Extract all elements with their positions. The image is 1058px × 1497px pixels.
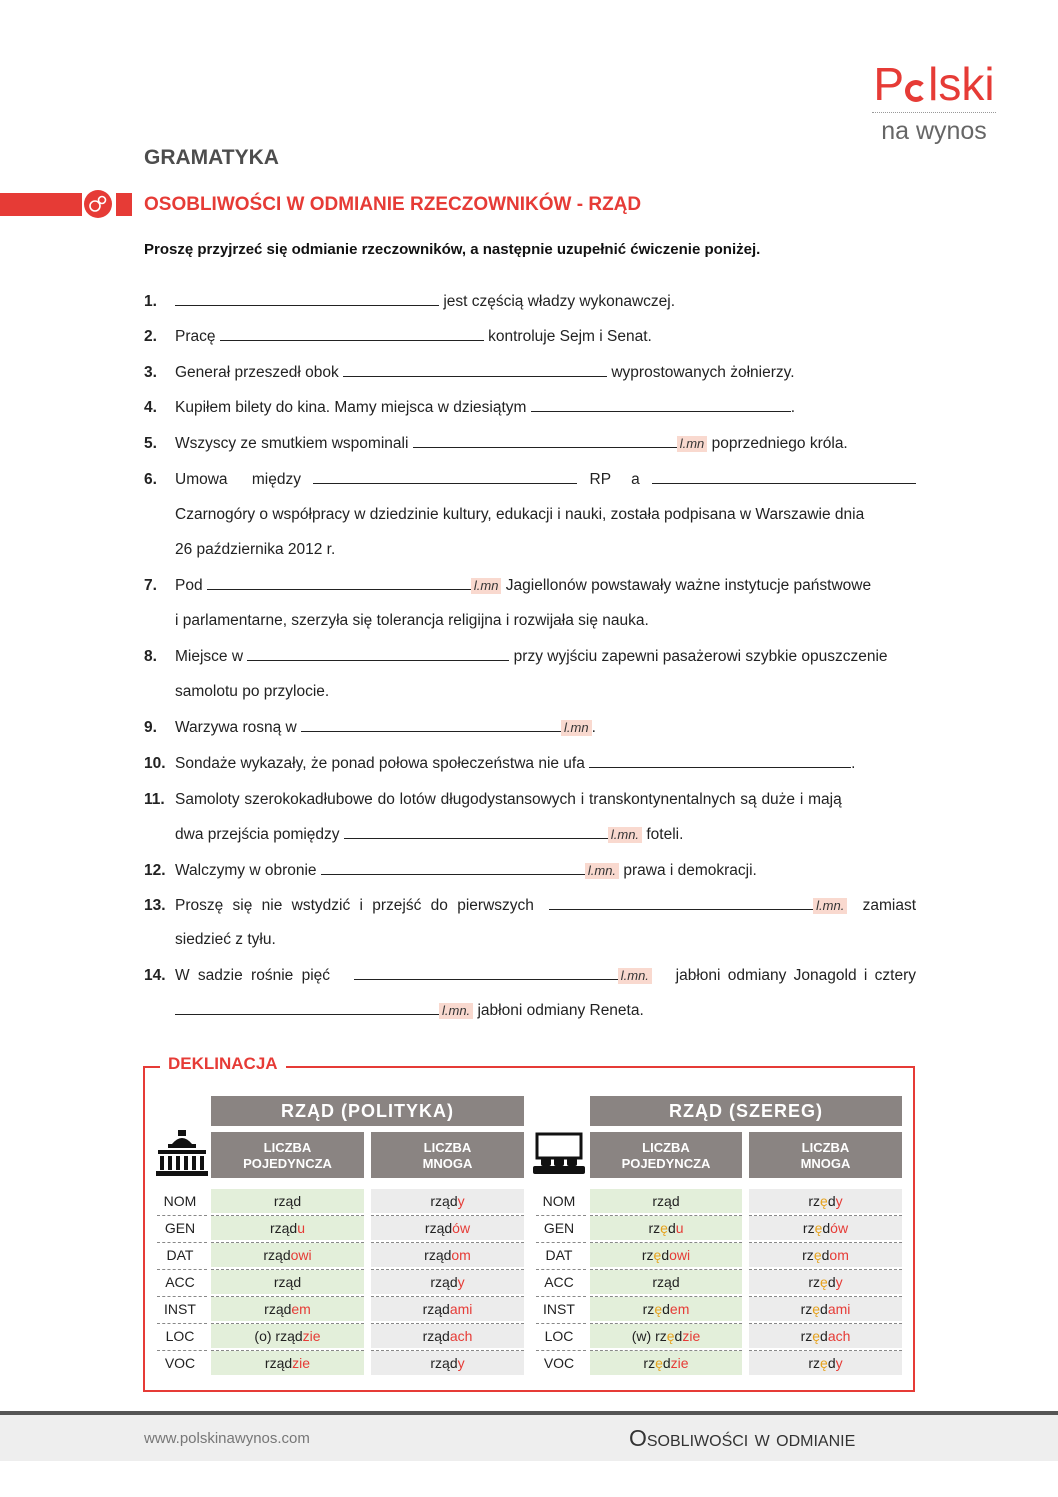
exercise-text: Proszę się nie wstydzić i przejść do pierwszych — [175, 897, 534, 914]
exercise-text: prawa i demokracji. — [623, 862, 757, 879]
row-divider — [157, 1296, 207, 1297]
col-header-pl-szereg: LICZBA MNOGA — [749, 1132, 902, 1178]
word-ending: om — [451, 1247, 471, 1263]
word-stem: rzęd — [808, 1193, 836, 1209]
word-stem: rząd — [269, 1220, 298, 1236]
col-header-sg-polityka: LICZBA POJEDYNCZA — [211, 1132, 364, 1178]
declension-cell — [590, 1351, 742, 1375]
exercise-text: poprzedniego króla. — [711, 435, 848, 452]
declension-cell — [590, 1297, 742, 1321]
plural-hint-tag: l.mn. — [439, 1003, 473, 1019]
word-stem: rzęd — [648, 1220, 676, 1236]
exercise-text: jest częścią władzy wykonawczej. — [443, 293, 676, 310]
answer-blank[interactable] — [313, 470, 577, 484]
logo-letter-p: P — [873, 58, 905, 110]
declension-cell — [371, 1216, 524, 1240]
word-ending: ów — [830, 1220, 849, 1236]
exercise-number: 5. — [144, 435, 157, 452]
declension-cell — [371, 1270, 524, 1294]
seat-row-icon — [531, 1132, 587, 1178]
exercise-number: 4. — [144, 399, 157, 416]
answer-blank[interactable] — [413, 434, 677, 448]
word-stem: rząd — [424, 1247, 452, 1263]
word-ending: zie — [302, 1328, 321, 1344]
row-divider — [536, 1323, 586, 1324]
exercise-text: . — [591, 719, 596, 736]
declension-cell — [211, 1351, 364, 1375]
instruction: Proszę przyjrzeć się odmianie rzeczowników, a następnie uzupełnić ćwiczenie poniżej. — [144, 241, 761, 258]
plural-hint-tag: l.mn — [561, 720, 592, 736]
word-stem: (w) rzęd — [631, 1328, 683, 1344]
section-heading: GRAMATYKA — [144, 146, 279, 169]
exercise-text: Pracę — [175, 328, 216, 345]
exercise-number: 12. — [144, 862, 166, 879]
case-label: LOC — [544, 1328, 574, 1344]
declension-cell — [749, 1324, 902, 1348]
case-label: DAT — [545, 1247, 573, 1263]
word-ending: ów — [452, 1220, 471, 1236]
vowel-change: ę — [666, 1328, 675, 1344]
case-label: VOC — [164, 1355, 196, 1371]
plural-hint-tag: l.mn — [471, 578, 502, 594]
exercise-text: Umowa między — [175, 471, 301, 488]
logo-speech-icon — [905, 80, 927, 102]
col-header-pl-polityka: LICZBA MNOGA — [371, 1132, 524, 1178]
word-ending: ach — [827, 1328, 851, 1344]
declension-cell — [590, 1324, 742, 1348]
word-stem: rząd — [424, 1220, 453, 1236]
word-stem: rzęd — [800, 1301, 828, 1317]
word-stem: rząd — [263, 1247, 291, 1263]
answer-blank[interactable] — [175, 1001, 439, 1015]
case-label: INST — [164, 1301, 196, 1317]
logo — [866, 58, 1002, 145]
declension-cell — [749, 1297, 902, 1321]
answer-blank[interactable] — [175, 292, 439, 306]
word-ending: zie — [292, 1355, 311, 1371]
exercise-text: Czarnogóry o współpracy w dziedzinie kultury, edukacji i nauki, została podpisana w Warszawie dnia — [175, 506, 865, 523]
vowel-change: ę — [812, 1301, 821, 1317]
word-ending: owi — [290, 1247, 312, 1263]
plural-hint-tag: l.mn. — [813, 898, 847, 914]
declension-cell — [590, 1270, 742, 1294]
word-stem: rząd — [430, 1193, 458, 1209]
case-label: GEN — [164, 1220, 196, 1236]
word-ending: y — [457, 1193, 465, 1209]
declension-cell — [371, 1243, 524, 1267]
word-stem: rząd — [422, 1301, 450, 1317]
row-divider — [157, 1350, 207, 1351]
word-stem: rząd — [652, 1274, 680, 1290]
exercise-text: Pod — [175, 577, 203, 594]
word-stem: rzęd — [802, 1220, 831, 1236]
word-ending: ach — [449, 1328, 473, 1344]
case-label: INST — [543, 1301, 575, 1317]
word-stem: rzęd — [800, 1328, 828, 1344]
exercise-number: 14. — [144, 967, 166, 984]
answer-blank[interactable] — [321, 861, 585, 875]
exercise-text: RP a — [589, 471, 640, 488]
case-label: LOC — [165, 1328, 195, 1344]
exercise-number: 1. — [144, 293, 157, 310]
col-header-sg-szereg: LICZBA POJEDYNCZA — [590, 1132, 742, 1178]
word-ending: y — [835, 1355, 843, 1371]
word-ending: ami — [449, 1301, 473, 1317]
declension-cell — [211, 1270, 364, 1294]
word-ending: ami — [827, 1301, 851, 1317]
declension-label: DEKLINACJA — [160, 1054, 286, 1074]
title-accent-bar — [0, 193, 82, 216]
footer-title: Osobliwości w odmianie — [629, 1425, 856, 1451]
word-ending: om — [829, 1247, 849, 1263]
vowel-change: ę — [653, 1247, 662, 1263]
exercise-text: . — [790, 399, 796, 416]
word-ending: y — [835, 1193, 843, 1209]
word-ending: y — [835, 1274, 843, 1290]
declension-cell — [211, 1243, 364, 1267]
answer-blank[interactable] — [344, 825, 608, 839]
word-stem: (o) rząd — [254, 1328, 303, 1344]
row-divider — [157, 1215, 207, 1216]
declension-cell — [211, 1297, 364, 1321]
declension-cell — [211, 1189, 364, 1213]
answer-blank[interactable] — [343, 363, 607, 377]
declension-cell — [211, 1216, 364, 1240]
plural-hint-tag: l.mn. — [618, 968, 652, 984]
row-divider — [536, 1215, 586, 1216]
word-ending: y — [457, 1274, 465, 1290]
exercise-text: Sondaże wykazały, że ponad połowa społeczeństwa nie ufa — [175, 755, 585, 772]
row-divider — [157, 1269, 207, 1270]
row-divider — [536, 1242, 586, 1243]
plural-hint-tag: l.mn — [677, 436, 708, 452]
vowel-change: ę — [820, 1355, 828, 1371]
logo-word — [866, 58, 1002, 110]
exercise-text: Jagiellonów powstawały ważne instytucje państwowe — [505, 577, 872, 594]
declension-cell — [371, 1189, 524, 1213]
case-label: GEN — [543, 1220, 575, 1236]
case-label: VOC — [543, 1355, 575, 1371]
declension-cell — [749, 1216, 902, 1240]
case-label: NOM — [542, 1193, 576, 1209]
answer-blank[interactable] — [549, 896, 813, 910]
word-stem: rzęd — [643, 1355, 671, 1371]
declension-cell — [590, 1243, 742, 1267]
declension-cell — [371, 1297, 524, 1321]
exercise-text: Kupiłem bilety do kina. Mamy miejsca w dziesiątym — [175, 399, 527, 416]
exercise-number: 8. — [144, 648, 157, 665]
title-accent-bar-right — [116, 193, 132, 216]
exercise-number: 10. — [144, 755, 166, 772]
exercise-text: Warzywa rosną w — [175, 719, 297, 736]
case-label: NOM — [163, 1193, 197, 1209]
page-title: OSOBLIWOŚCI W ODMIANIE RZECZOWNIKÓW - RZĄD — [144, 194, 642, 215]
vowel-change: ę — [654, 1301, 663, 1317]
exercise-text: dwa przejścia pomiędzy — [175, 826, 340, 843]
parliament-building-icon — [154, 1130, 210, 1178]
exercise-text: W sadzie rośnie pięć — [175, 967, 331, 984]
exercise-number: 3. — [144, 364, 157, 381]
row-divider — [536, 1296, 586, 1297]
exercise-number: 13. — [144, 897, 166, 914]
grammar-gear-icon — [84, 190, 112, 218]
exercise-text: 26 października 2012 r. — [175, 541, 336, 558]
answer-blank[interactable] — [354, 966, 618, 980]
answer-blank[interactable] — [531, 398, 791, 412]
exercise-text: samolotu po przylocie. — [175, 683, 330, 700]
vowel-change: ę — [813, 1247, 822, 1263]
declension-cell — [749, 1270, 902, 1294]
case-label: ACC — [544, 1274, 574, 1290]
vowel-change: ę — [820, 1193, 828, 1209]
answer-blank[interactable] — [652, 470, 916, 484]
row-divider — [536, 1269, 586, 1270]
logo-letters: lski — [928, 58, 995, 110]
vowel-change: ę — [820, 1274, 828, 1290]
word-stem: rzęd — [641, 1247, 670, 1263]
word-ending: u — [675, 1220, 684, 1236]
word-stem: rząd — [652, 1193, 680, 1209]
declension-cell — [211, 1324, 364, 1348]
plural-hint-tag: l.mn. — [585, 863, 619, 879]
declension-cell — [371, 1351, 524, 1375]
exercise-text: . — [851, 755, 856, 772]
answer-blank[interactable] — [247, 647, 509, 661]
declension-cell — [590, 1189, 742, 1213]
answer-blank[interactable] — [301, 718, 561, 732]
logo-separator — [872, 112, 996, 113]
plural-hint-tag: l.mn. — [608, 827, 642, 843]
word-stem: rzęd — [802, 1247, 830, 1263]
exercise-text: foteli. — [646, 826, 684, 843]
exercise-text: jabłoni odmiany Reneta. — [477, 1002, 644, 1019]
word-stem: rząd — [264, 1301, 292, 1317]
exercise-text: Miejsce w — [175, 648, 244, 665]
row-divider — [157, 1242, 207, 1243]
exercise-number: 6. — [144, 471, 157, 488]
case-label: ACC — [165, 1274, 195, 1290]
exercise-number: 2. — [144, 328, 157, 345]
group-header-polityka: RZĄD (POLITYKA) — [211, 1096, 524, 1126]
word-ending: y — [457, 1355, 465, 1371]
exercise-text: jabłoni odmiany Jonagold i cztery — [675, 967, 916, 984]
vowel-change: ę — [814, 1220, 823, 1236]
word-stem: rząd — [430, 1274, 458, 1290]
case-label: DAT — [166, 1247, 194, 1263]
answer-blank[interactable] — [589, 754, 851, 768]
word-ending: u — [297, 1220, 306, 1236]
vowel-change: ę — [660, 1220, 668, 1236]
exercise-text: wyprostowanych żołnierzy. — [611, 364, 795, 381]
answer-blank[interactable] — [220, 327, 484, 341]
word-stem: rząd — [430, 1355, 458, 1371]
word-ending: zie — [670, 1355, 689, 1371]
declension-cell — [749, 1351, 902, 1375]
exercise-number: 7. — [144, 577, 157, 594]
word-stem: rząd — [264, 1355, 293, 1371]
word-stem: rząd — [422, 1328, 450, 1344]
group-header-szereg: RZĄD (SZEREG) — [590, 1096, 902, 1126]
word-stem: rzęd — [808, 1274, 836, 1290]
footer-url[interactable]: www.polskinawynos.com — [144, 1430, 310, 1447]
declension-cell — [590, 1216, 742, 1240]
exercise-text: siedzieć z tyłu. — [175, 931, 276, 948]
exercise-text: i parlamentarne, szerzyła się tolerancja religijna i rozwijała się nauka. — [175, 612, 649, 629]
word-ending: em — [669, 1301, 690, 1317]
answer-blank[interactable] — [207, 576, 471, 590]
word-stem: rząd — [273, 1193, 302, 1209]
exercise-text: przy wyjściu zapewni pasażerowi szybkie opuszczenie — [513, 648, 888, 665]
exercise-text: zamiast — [862, 897, 916, 914]
word-stem: rzęd — [642, 1301, 670, 1317]
exercise-text: Generał przeszedł obok — [175, 364, 339, 381]
exercise-text: Walczymy w obronie — [175, 862, 317, 879]
vowel-change: ę — [812, 1328, 821, 1344]
exercise-number: 9. — [144, 719, 157, 736]
declension-cell — [371, 1324, 524, 1348]
word-stem: rzęd — [808, 1355, 836, 1371]
exercise-number: 11. — [144, 791, 165, 808]
word-stem: rząd — [273, 1274, 302, 1290]
logo-subtitle: na wynos — [881, 117, 987, 145]
exercise-text: kontroluje Sejm i Senat. — [488, 328, 652, 345]
row-divider — [536, 1350, 586, 1351]
row-divider — [157, 1323, 207, 1324]
declension-cell — [749, 1189, 902, 1213]
word-ending: owi — [669, 1247, 691, 1263]
exercise-text: Wszyscy ze smutkiem wspominali — [175, 435, 409, 452]
word-ending: zie — [682, 1328, 701, 1344]
exercise-text: Samoloty szerokokadłubowe do lotów długodystansowych i transkontynentalnych są duże i mają — [175, 791, 842, 808]
declension-cell — [749, 1243, 902, 1267]
vowel-change: ę — [655, 1355, 663, 1371]
word-ending: em — [291, 1301, 311, 1317]
